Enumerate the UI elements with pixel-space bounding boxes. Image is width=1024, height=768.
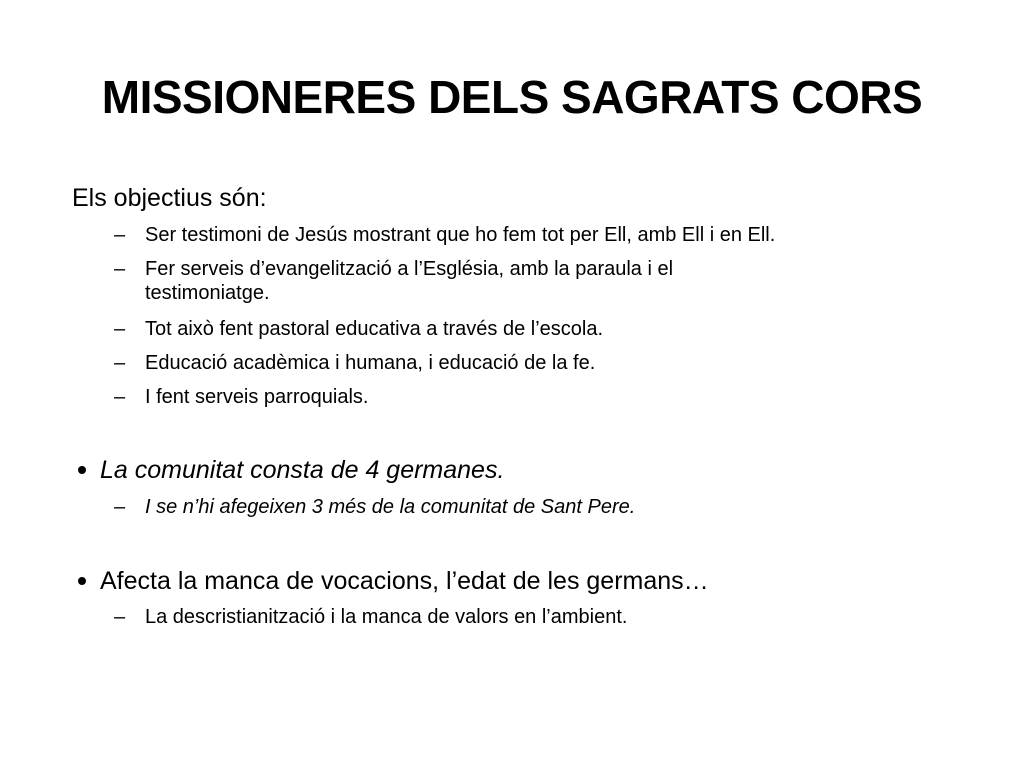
dash-marker: – (114, 386, 126, 408)
objective-item: Ser testimoni de Jesús mostrant que ho fem tot per Ell, amb Ell i en Ell. (145, 224, 776, 246)
dash-marker: – (114, 606, 126, 628)
dash-marker: – (114, 224, 126, 246)
vocations-text: Afecta la manca de vocacions, l’edat de les germans… (100, 567, 709, 595)
community-text: La comunitat consta de 4 germanes. (100, 456, 505, 484)
bullet-dot-icon (78, 577, 86, 585)
objective-item: I fent serveis parroquials. (145, 386, 369, 408)
dash-marker: – (114, 352, 126, 374)
dash-marker: – (114, 496, 126, 518)
objective-item: Tot això fent pastoral educativa a través de l’escola. (145, 318, 604, 340)
vocations-subtext: La descristianització i la manca de valors en l’ambient. (145, 606, 628, 628)
objective-item: Educació acadèmica i humana, i educació de la fe. (145, 352, 596, 374)
dash-marker: – (114, 258, 126, 280)
slide-title: MISSIONERES DELS SAGRATS CORS (101, 71, 923, 123)
objective-item-continuation: testimoniatge. (145, 282, 270, 304)
community-subtext: I se n’hi afegeixen 3 més de la comunitat de Sant Pere. (145, 496, 636, 518)
dash-marker: – (114, 318, 126, 340)
objective-item: Fer serveis d’evangelització a l’Església, amb la paraula i el (145, 258, 674, 280)
objectives-intro: Els objectius són: (72, 184, 267, 212)
bullet-dot-icon (78, 466, 86, 474)
